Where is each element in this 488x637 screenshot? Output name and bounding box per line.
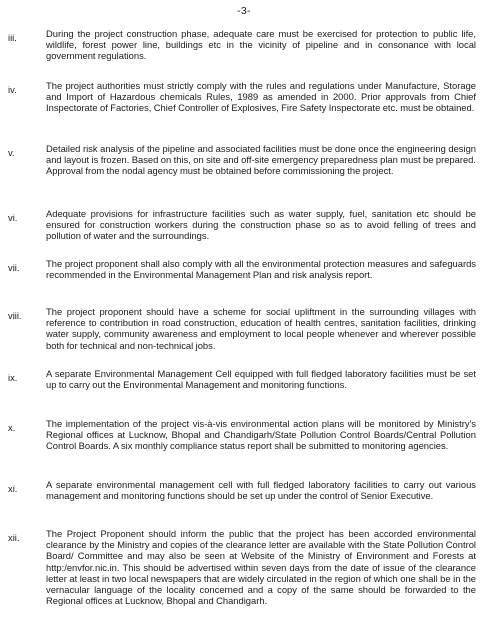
clause-number: x. (8, 422, 16, 433)
page-number: -3- (237, 5, 251, 17)
clause-text: The project proponent shall also comply with all the environmental protection measures and safeguards recommended in the Environmental Management Plan and risk analysis report. (46, 258, 476, 281)
clause-text: Adequate provisions for infrastructure facilities such as water supply, fuel, sanitation etc should be ensured for construction workers during the construction phase so as to avoid felling of trees and pollution of water and the surroundings. (46, 208, 476, 242)
clause-text: The implementation of the project vis-à-vis environmental action plans will be monitored by Ministry's Regional offices at Lucknow, Bhopal and Chandigarh/State Pollution Control Boards/Central Pollution Control Boards. A six monthly compliance status report shall be submitted to monitoring agencies. (46, 418, 476, 452)
clause-number: ix. (8, 372, 18, 383)
clause-number: vii. (8, 262, 20, 273)
clause-xii (8, 528, 480, 606)
clause-v (8, 143, 480, 177)
clause-text: A separate Environmental Management Cell equipped with full fledged laboratory facilities must be set up to carry out the Environmental Management and monitoring functions. (46, 368, 476, 391)
clause-text: A separate environmental management cell with full fledged laboratory facilities to carry out various management and monitoring functions should be set up under the control of Senior Executive. (46, 479, 476, 502)
clause-text: Detailed risk analysis of the pipeline and associated facilities must be done once the engineering design and layout is frozen. Based on this, on site and off-site emergency preparedness plan must be prepared. Approval from the nodal agency must be obtained before commissioning the project. (46, 143, 476, 177)
clause-number: v. (8, 147, 15, 158)
clause-number: vi. (8, 212, 18, 223)
clause-vii (8, 258, 480, 280)
clause-text: During the project construction phase, adequate care must be exercised for protection to public life, wildlife, forest power line, buildings etc in the vicinity of pipeline and in consonance with local government regulations. (46, 28, 476, 62)
clause-x (8, 418, 480, 452)
clause-number: iv. (8, 84, 17, 95)
clause-text: The project authorities must strictly comply with the rules and regulations under Manufacture, Storage and Import of Hazardous chemicals Rules, 1989 as amended in 2000. Prior approvals from Chief Inspectorate of Factories, Chief Controller of Explosives, Fire Safety Inspectorate etc. must be obtained. (46, 80, 476, 114)
clause-number: iii. (8, 32, 17, 43)
clause-number: xii. (8, 532, 20, 543)
clause-number: viii. (8, 310, 22, 321)
clause-iii (8, 28, 480, 62)
clause-viii (8, 306, 480, 351)
clause-iv (8, 80, 480, 114)
clause-xi (8, 479, 480, 501)
clause-text: The project proponent should have a scheme for social upliftment in the surrounding villages with reference to contribution in road construction, education of health centres, sanitation facilities, drinking water supply, community awareness and employment to local people whenever and wherever possible both for technical and non-technical jobs. (46, 306, 476, 351)
clause-ix (8, 368, 480, 390)
clause-text: The Project Proponent should inform the public that the project has been accorded environmental clearance by the Ministry and copies of the clearance letter are available with the State Pollution Control Board/ Committee and may also be seen at Website of the Ministry of Environment and Forests at http:/envfor.nic.in. This should be advertised within seven days from the date of issue of the clearance letter at least in two local newspapers that are widely circulated in the region of which one shall be in the vernacular language of the locality concerned and a copy of the same should be forwarded to the Regional offices at Lucknow, Bhopal and Chandigarh. (46, 528, 476, 607)
clause-number: xi. (8, 483, 18, 494)
clause-vi (8, 208, 480, 242)
